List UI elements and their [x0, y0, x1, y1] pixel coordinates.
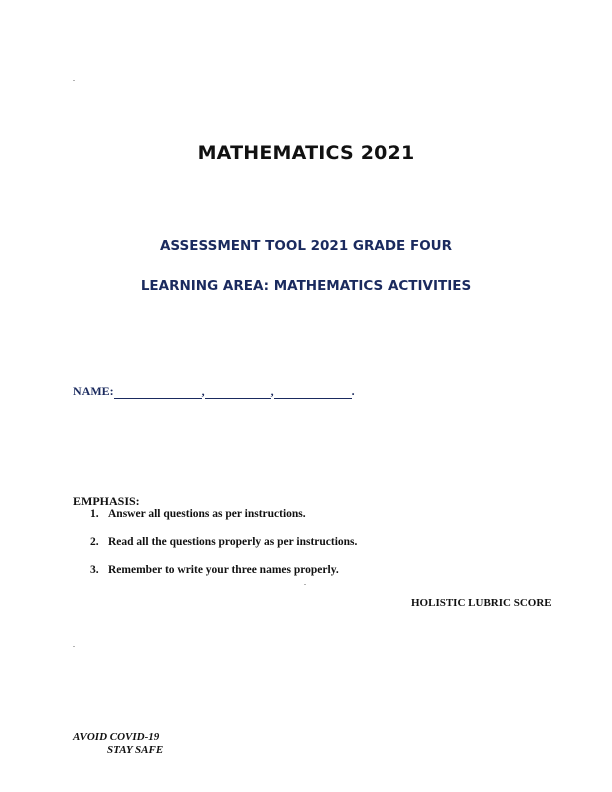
stray-mark: .: [304, 578, 306, 587]
instruction-item: [90, 536, 357, 548]
instruction-item: [90, 508, 306, 520]
name-label: NAME:: [73, 384, 114, 398]
instruction-text: Read all the questions properly as per instructions.: [108, 536, 358, 548]
page-title: MATHEMATICS 2021: [197, 142, 415, 164]
last-name-blank[interactable]: [274, 386, 352, 399]
instruction-text: Answer all questions as per instructions.: [108, 508, 306, 520]
middle-name-blank[interactable]: [205, 386, 271, 399]
assessment-subtitle: ASSESSMENT TOOL 2021 GRADE FOUR: [159, 238, 453, 254]
stray-mark: .: [73, 640, 75, 649]
name-end-mark: .: [351, 384, 355, 398]
name-separator: ,: [201, 384, 205, 398]
instruction-number: 1.: [90, 508, 99, 520]
stray-mark: .: [73, 74, 75, 83]
footer-avoid-covid: AVOID COVID-19: [73, 731, 160, 743]
instruction-item: [90, 564, 339, 576]
instruction-number: 2.: [90, 536, 99, 548]
first-name-blank[interactable]: [114, 386, 202, 399]
holistic-score-label: HOLISTIC LUBRIC SCORE: [411, 597, 552, 609]
name-separator: ,: [270, 384, 274, 398]
name-field-row: [73, 384, 355, 399]
footer-stay-safe: STAY SAFE: [107, 744, 164, 756]
instruction-number: 3.: [90, 564, 99, 576]
emphasis-heading: EMPHASIS:: [73, 494, 140, 508]
instruction-text: Remember to write your three names properly.: [108, 564, 339, 576]
learning-area-subtitle: LEARNING AREA: MATHEMATICS ACTIVITIES: [140, 278, 472, 294]
